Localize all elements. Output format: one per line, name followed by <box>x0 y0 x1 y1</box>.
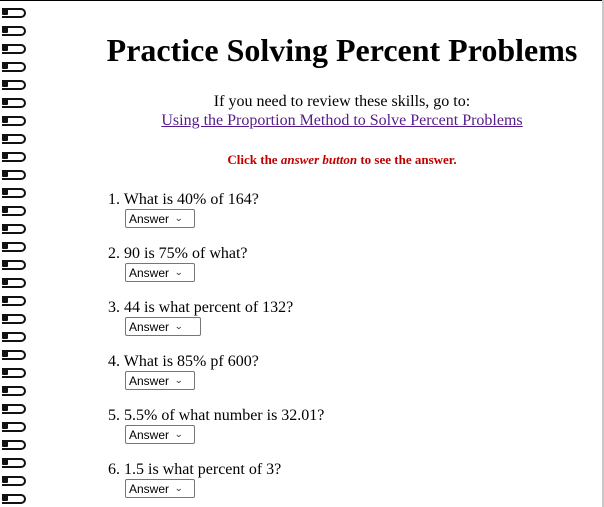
spiral-coil <box>2 438 26 450</box>
select-value: Answer <box>129 373 170 388</box>
review-section <box>0 93 604 130</box>
spiral-coil <box>2 222 26 234</box>
spiral-coil <box>2 78 26 90</box>
question-5 <box>108 407 324 444</box>
question-text <box>108 299 293 316</box>
spiral-coil <box>2 258 26 270</box>
answer-select[interactable] <box>125 371 195 390</box>
spiral-coil <box>2 312 26 324</box>
question-label: What is 40% of 164? <box>123 191 259 208</box>
answer-select[interactable] <box>125 425 195 444</box>
answer-select[interactable] <box>125 263 195 282</box>
instruction-text <box>0 152 604 168</box>
spiral-coil <box>2 384 26 396</box>
spiral-coil <box>2 168 26 180</box>
question-text <box>108 191 259 208</box>
question-3 <box>108 299 293 336</box>
review-text: If you need to review these skills, go to: <box>213 93 471 110</box>
page-title: Practice Solving Percent Problems <box>106 32 578 68</box>
spiral-coil <box>2 456 26 468</box>
question-1 <box>108 191 259 228</box>
select-value: Answer <box>129 265 170 280</box>
spiral-coil <box>2 348 26 360</box>
chevron-down-icon: ⌄ <box>174 321 184 331</box>
spiral-coil <box>2 6 26 18</box>
select-value: Answer <box>129 427 170 442</box>
chevron-down-icon: ⌄ <box>174 213 184 223</box>
question-2 <box>108 245 248 282</box>
spiral-coil <box>2 474 26 486</box>
spiral-coil <box>2 492 26 504</box>
question-label: 5.5% of what number is 32.01? <box>124 407 325 424</box>
question-number: 1. <box>108 191 120 208</box>
answer-select[interactable] <box>125 209 195 228</box>
spiral-binding <box>0 0 30 507</box>
chevron-down-icon: ⌄ <box>174 375 184 385</box>
question-number: 2. <box>108 245 120 262</box>
spiral-coil <box>2 186 26 198</box>
question-number: 3. <box>108 299 120 316</box>
question-text <box>108 245 248 262</box>
spiral-coil <box>2 420 26 432</box>
instruction-prefix: Click the <box>227 152 281 167</box>
spiral-coil <box>2 330 26 342</box>
spiral-coil <box>2 294 26 306</box>
spiral-coil <box>2 402 26 414</box>
chevron-down-icon: ⌄ <box>174 483 184 493</box>
select-value: Answer <box>129 319 170 334</box>
instruction-emphasis: answer button <box>280 152 358 167</box>
answer-select[interactable] <box>125 479 195 498</box>
question-text <box>108 353 259 370</box>
question-6 <box>108 461 281 498</box>
question-number: 4. <box>108 353 120 370</box>
review-link[interactable]: Using the Proportion Method to Solve Percent Problems <box>161 112 523 129</box>
top-border <box>0 0 604 1</box>
question-label: 44 is what percent of 132? <box>124 299 294 316</box>
instruction-suffix: to see the answer. <box>357 152 457 167</box>
question-number: 6. <box>108 461 120 478</box>
question-text <box>108 461 281 478</box>
spiral-coil <box>2 204 26 216</box>
question-number: 5. <box>108 407 120 424</box>
spiral-coil <box>2 276 26 288</box>
select-value: Answer <box>129 481 170 496</box>
spiral-coil <box>2 132 26 144</box>
spiral-coil <box>2 366 26 378</box>
chevron-down-icon: ⌄ <box>174 267 184 277</box>
select-value: Answer <box>129 211 170 226</box>
question-text <box>108 407 324 424</box>
question-4 <box>108 353 259 390</box>
question-label: 90 is 75% of what? <box>124 245 248 262</box>
spiral-coil <box>2 240 26 252</box>
chevron-down-icon: ⌄ <box>174 429 184 439</box>
answer-select[interactable] <box>125 317 201 336</box>
question-label: What is 85% pf 600? <box>123 353 259 370</box>
question-label: 1.5 is what percent of 3? <box>124 461 282 478</box>
